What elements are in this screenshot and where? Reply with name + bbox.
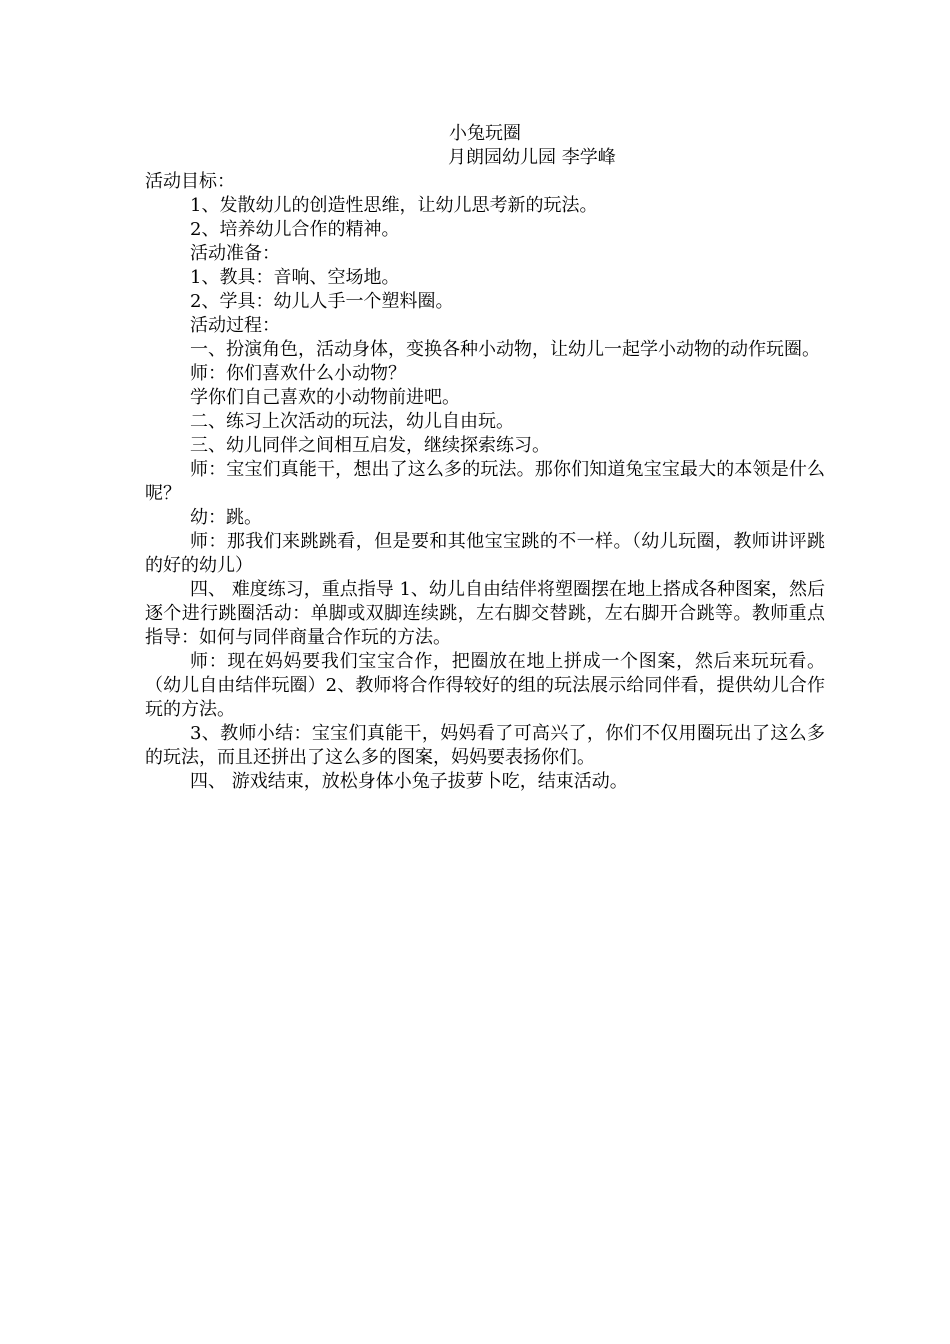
document-page [145, 122, 825, 794]
goal-item-2: 2、培养幼儿合作的精神。 [190, 219, 400, 240]
process-paragraph-11: 3、教师小结：宝宝们真能干，妈妈看了可高兴了，你们不仅用圈玩出了这么多的玩法，而且还拼出了这么多的图案，妈妈要表扬你们。 [145, 723, 825, 768]
prep-item-1: 1、教具：音响、空场地。 [190, 267, 400, 288]
process-paragraph-7: 幼：跳。 [190, 507, 262, 528]
process-paragraph-10: 师：现在妈妈要我们宝宝合作，把圈放在地上拼成一个图案，然后来玩玩看。（幼儿自由结伴玩圈）2、教师将合作得较好的组的玩法展示给同伴看，提供幼儿合作玩的方法。 [145, 651, 825, 720]
process-paragraph-12: 四、 游戏结束，放松身体小兔子拔萝卜吃，结束活动。 [190, 771, 628, 792]
document-title: 小兔玩圈 [449, 123, 521, 144]
goal-item-1: 1、发散幼儿的创造性思维，让幼儿思考新的玩法。 [190, 195, 598, 216]
prep-item-2: 2、学具：幼儿人手一个塑料圈。 [190, 291, 454, 312]
process-paragraph-8: 师：那我们来跳跳看，但是要和其他宝宝跳的不一样。（幼儿玩圈，教师讲评跳的好的幼儿） [145, 531, 825, 576]
process-paragraph-9: 四、 难度练习，重点指导 1、幼儿自由结伴将塑圈摆在地上搭成各种图案，然后逐个进行跳圈活动：单脚或双脚连续跳，左右脚交替跳，左右脚开合跳等。教师重点指导：如何与同伴商量合作玩的方法。 [145, 579, 825, 648]
heading-goals: 活动目标： [145, 171, 235, 192]
process-paragraph-5: 三、幼儿同伴之间相互启发，继续探索练习。 [190, 435, 550, 456]
process-paragraph-4: 二、练习上次活动的玩法，幼儿自由玩。 [190, 411, 514, 432]
heading-process: 活动过程： [190, 315, 280, 336]
process-paragraph-6: 师：宝宝们真能干，想出了这么多的玩法。那你们知道兔宝宝最大的本领是什么呢？ [145, 459, 825, 504]
document-author: 月朗园幼儿园 李学峰 [448, 147, 616, 168]
process-paragraph-1: 一、扮演角色，活动身体，变换各种小动物，让幼儿一起学小动物的动作玩圈。 [190, 339, 820, 360]
process-paragraph-3: 学你们自己喜欢的小动物前进吧。 [190, 387, 460, 408]
process-paragraph-2: 师：你们喜欢什么小动物？ [190, 363, 406, 384]
heading-preparation: 活动准备： [190, 243, 280, 264]
